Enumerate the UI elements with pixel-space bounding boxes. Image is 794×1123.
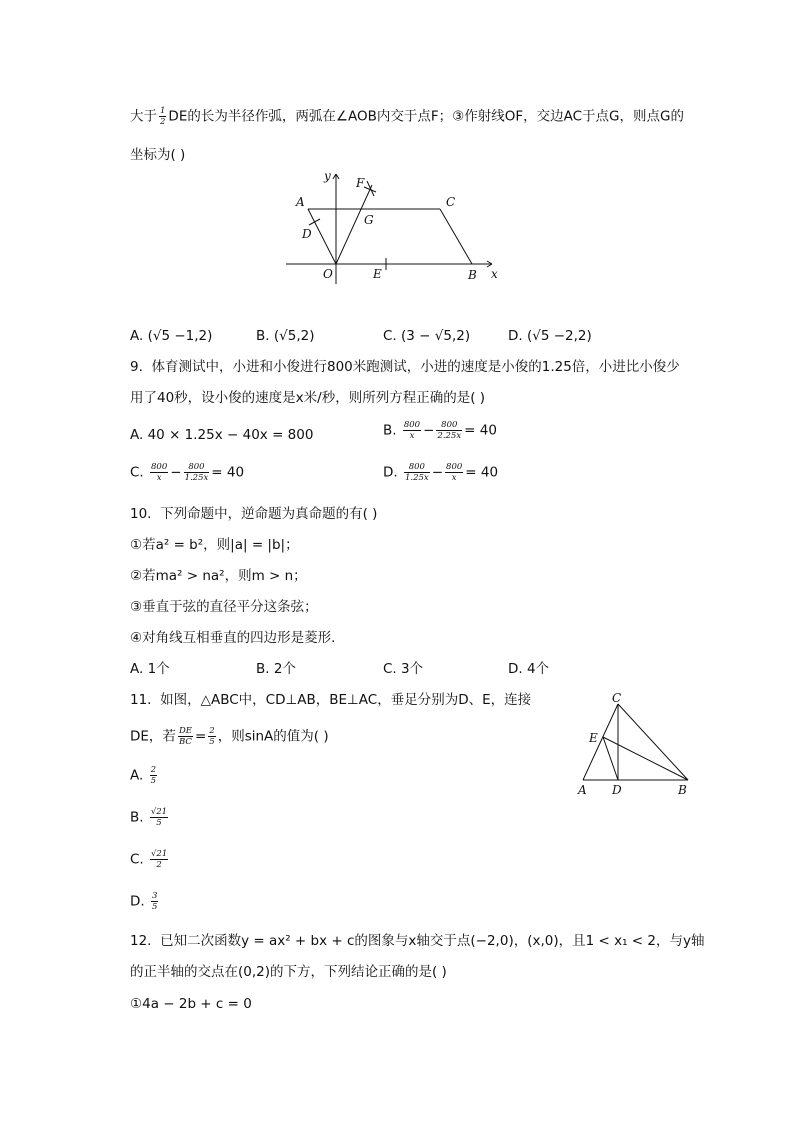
q9-line2: 用了40秒，设小俊的速度是x米/秒，则所列方程正确的是( ) (130, 390, 486, 406)
label-A: A (296, 195, 305, 209)
q11-ratio-fraction (178, 726, 193, 747)
q8-option-b[interactable] (256, 326, 314, 346)
q11-option-d[interactable] (130, 891, 160, 912)
q10-item-2: ②若ma² > na²，则m > n； (130, 568, 307, 584)
q8-line1-rest: DE的长为半径作弧，两弧在∠AOB内交于点F；③作射线OF，交边AC于点G，则点G的 (168, 108, 684, 125)
frac-num: 2 (209, 726, 215, 736)
label-A: A (578, 783, 587, 797)
q9-stem-1: 体育测试中，小进和小俊进行800米跑测试，小进的速度是小俊的1.25倍，小进比小俊少 (151, 359, 680, 375)
fraction-1 (150, 462, 168, 483)
option-key: A. (130, 767, 144, 784)
option-key: B. (256, 661, 270, 677)
option-rhs: = 40 (211, 464, 245, 481)
label-C: C (446, 195, 456, 209)
label-D: D (302, 227, 312, 241)
frac-den: x (451, 473, 457, 483)
fraction-2 (445, 462, 463, 483)
q8-half-fraction (159, 106, 166, 127)
q9-number: 9. (130, 359, 143, 375)
q10-option-a[interactable] (130, 659, 170, 679)
q11-line2 (130, 726, 329, 747)
option-rhs: = 40 (465, 464, 499, 481)
q11-option-a[interactable] (130, 765, 159, 786)
option-text: 4个 (526, 661, 550, 677)
q10-number: 10. (130, 506, 152, 522)
label-E: E (589, 731, 598, 745)
option-key: D. (508, 328, 523, 344)
frac-den: 2 (156, 860, 162, 870)
frac-den: 1.25x (404, 473, 429, 483)
label-x: x (491, 267, 498, 281)
q9-option-d[interactable]: D. $\frac{800}{1.25x}$ − $\frac{800}{x}$ = 40 (383, 462, 499, 483)
q10-stem-text: 下列命题中，逆命题为真命题的有( ) (160, 506, 378, 522)
q11-triangle-figure (570, 690, 700, 805)
option-key: C. (383, 328, 397, 344)
option-text: 1个 (147, 661, 170, 677)
option-key: A. (130, 661, 144, 677)
q12-item-1: ①4a − 2b + c = 0 (130, 996, 252, 1012)
frac-num: 800 (403, 420, 421, 430)
frac-num: 3 (151, 891, 158, 901)
q11-stem-1: 如图，△ABC中，CD⊥AB，BE⊥AC，垂足分别为D、E，连接 (160, 692, 532, 708)
label-C: C (612, 691, 622, 705)
option-text: (√5 −1,2) (147, 328, 213, 344)
q11-option-b[interactable] (130, 807, 170, 828)
frac-den: 5 (209, 737, 215, 747)
frac-num: 800 (184, 462, 210, 473)
q9-option-a[interactable] (130, 425, 313, 445)
q11-equals: = (194, 728, 207, 745)
q11-stem-2c: ，则sinA的值为( ) (217, 728, 329, 745)
option-key: B. (383, 422, 397, 439)
frac-den: BC (178, 737, 192, 747)
frac-num: 800 (404, 462, 430, 473)
label-D: D (612, 783, 622, 797)
option-fraction (150, 807, 168, 828)
q12-line1 (130, 931, 704, 951)
option-key: C. (130, 464, 144, 481)
label-B: B (678, 783, 687, 797)
option-fraction (150, 849, 168, 870)
segment-CB (440, 209, 472, 264)
option-key: C. (130, 851, 144, 868)
q11-number: 11. (130, 692, 152, 708)
option-text: 3个 (401, 661, 424, 677)
frac-num: 800 (446, 462, 463, 472)
arc-mark-D (309, 219, 320, 225)
q11-value-fraction (208, 726, 215, 747)
segment-OA (308, 209, 336, 264)
fraction-2 (184, 462, 210, 483)
label-F: F (356, 176, 365, 190)
q9-line1 (130, 357, 680, 377)
frac-den: x (156, 473, 162, 483)
q10-item-3: ③垂直于弦的直径平分这条弦； (130, 599, 318, 615)
q8-line2: 坐标为( ) (130, 147, 186, 163)
q9-option-c[interactable]: C. $\frac{800}{x}$ − $\frac{800}{1.25x}$ = 40 (130, 462, 245, 483)
option-key: B. (130, 809, 144, 826)
label-O: O (323, 267, 333, 281)
frac-num: √21 (151, 849, 168, 859)
q8-option-c[interactable] (383, 326, 470, 346)
q8-half-den: 2 (160, 117, 166, 127)
frac-den: 5 (150, 776, 157, 786)
option-key: C. (383, 661, 397, 677)
option-key: B. (256, 328, 270, 344)
frac-den: 2.25x (437, 431, 462, 441)
q10-option-b[interactable] (256, 659, 296, 679)
frac-num: 2 (150, 765, 157, 775)
label-y: y (324, 169, 331, 183)
segment-CB (618, 704, 688, 780)
q10-item-4: ④对角线互相垂直的四边形是菱形. (130, 630, 336, 646)
frac-den: 1.25x (184, 473, 209, 483)
option-key: D. (508, 661, 523, 677)
q8-figure (280, 168, 520, 288)
option-key: A. (130, 427, 144, 443)
fraction-1 (404, 462, 430, 483)
q11-option-c[interactable] (130, 849, 170, 870)
frac-num: 800 (436, 420, 462, 431)
q9-option-b[interactable]: B. $\frac{800}{x}$ − $\frac{800}{2.25x}$ = 40 (383, 420, 497, 441)
frac-num: DE (178, 726, 192, 736)
frac-den: x (409, 431, 415, 441)
option-key: D. (383, 464, 398, 481)
option-rhs: = 40 (464, 422, 497, 439)
q10-option-d[interactable] (508, 659, 549, 679)
label-E: E (373, 267, 382, 281)
fraction-1 (403, 420, 421, 441)
q12-line2: 的正半轴的交点在(0,2)的下方，下列结论正确的是( ) (130, 964, 447, 980)
q8-half-num: 1 (160, 106, 166, 116)
frac-num: √21 (150, 807, 168, 817)
option-key: A. (130, 328, 144, 344)
q12-number: 12. (130, 933, 152, 949)
q12-stem-1: 已知二次函数y = ax² + bx + c的图象与x轴交于点(−2,0)，(x,0)，且1 < x₁ < 2，与y轴 (160, 933, 705, 949)
q8-option-d[interactable] (508, 326, 592, 346)
option-fraction (150, 765, 157, 786)
q11-line1 (130, 690, 531, 710)
option-text: (√5 −2,2) (526, 328, 592, 344)
q8-line1-prefix: 大于 (130, 108, 157, 125)
option-text: 40 × 1.25x − 40x = 800 (147, 427, 314, 443)
frac-den: 5 (156, 818, 162, 828)
frac-num: 800 (151, 462, 168, 472)
q10-option-c[interactable] (383, 659, 423, 679)
frac-den: 5 (151, 902, 158, 912)
option-key: D. (130, 893, 145, 910)
q11-stem-2a: DE，若 (130, 728, 176, 745)
option-fraction (151, 891, 158, 912)
label-G: G (364, 213, 374, 227)
q10-stem (130, 504, 377, 524)
label-B: B (468, 268, 477, 282)
fraction-2 (436, 420, 462, 441)
q10-item-1: ①若a² = b²，则|a| = |b|； (130, 537, 299, 553)
option-text: 2个 (273, 661, 296, 677)
q8-option-a[interactable] (130, 326, 212, 346)
option-text: (3 − √5,2) (401, 328, 471, 344)
option-text: (√5,2) (273, 328, 315, 344)
q8-line1 (130, 106, 684, 127)
